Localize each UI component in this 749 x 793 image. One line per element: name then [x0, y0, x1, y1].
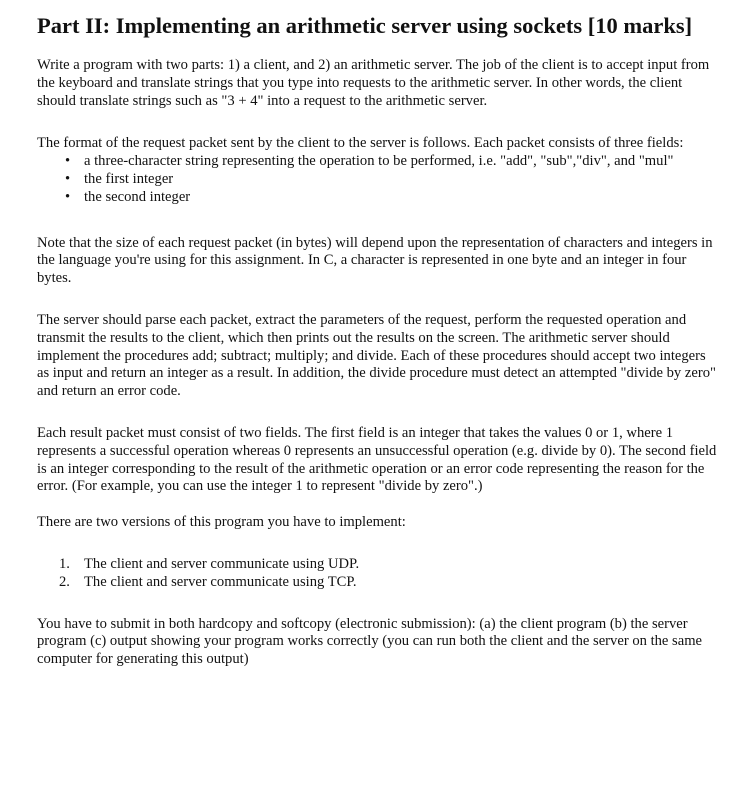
versions-list [37, 556, 717, 592]
bullet-icon: • [65, 153, 71, 170]
bullet-icon: • [65, 188, 71, 205]
document-page [37, 12, 717, 669]
list-item-text: the first integer [84, 170, 174, 187]
list-number: 2. [59, 573, 70, 590]
list-number: 1. [59, 555, 70, 572]
result-paragraph: Each result packet must consist of two fields. The first field is an integer that takes the values 0 or 1, where 1 represents a successful operation whereas 0 represents an unsuccessful operation (e.g. divide by 0). The second field is an integer corresponding to the result of the arithmetic operation or an error code representing the reason for the error. (For example, you can use the integer 1 to represent "divide by zero".) [37, 424, 717, 495]
submission-paragraph: You have to submit in both hardcopy and softcopy (electronic submission): (a) the client program (b) the server program (c) output showing your program works correctly (you can run both the client and the server on the same computer for generating this output) [37, 615, 703, 668]
server-paragraph: The server should parse each packet, extract the parameters of the request, perform the requested operation and transmit the results to the client, which then prints out the results on the screen. The arithmetic server should implement the procedures add; subtract; multiply; and divide. Each of these procedures should accept two integers as input and return an integer as a result. In addition, the divide procedure must detect an attempted "divide by zero" and return an error code. [37, 311, 716, 400]
intro-paragraph: Write a program with two parts: 1) a client, and 2) an arithmetic server. The job of the client is to accept input from the keyboard and translate strings that you type into requests to the arithmetic server. In other words, the client should translate strings such as "3 + 4" into a request to the arithmetic server. [37, 57, 710, 109]
list-item-text: a three-character string representing the operation to be performed, i.e. "add", "sub","div", and "mul" [84, 153, 674, 170]
format-paragraph: The format of the request packet sent by the client to the server is follows. Each packet consists of three fields: [37, 135, 684, 152]
size-note-paragraph: Note that the size of each request packet (in bytes) will depend upon the representation of characters and integers in the language you're using for this assignment. In C, a character is represented in one byte and an integer in four bytes. [37, 234, 713, 287]
list-item [37, 189, 717, 207]
bullet-icon: • [65, 170, 71, 187]
packet-fields-list [37, 153, 717, 206]
list-item-text: the second integer [84, 188, 191, 205]
list-item [37, 556, 717, 574]
page-title: Part II: Implementing an arithmetic server using sockets [10 marks] [37, 13, 693, 38]
versions-intro-paragraph: There are two versions of this program you have to implement: [37, 514, 406, 531]
list-item-text: The client and server communicate using UDP. [84, 555, 360, 572]
list-item [37, 574, 717, 592]
list-item [37, 171, 717, 189]
list-item-text: The client and server communicate using TCP. [84, 573, 357, 590]
list-item [37, 153, 717, 171]
